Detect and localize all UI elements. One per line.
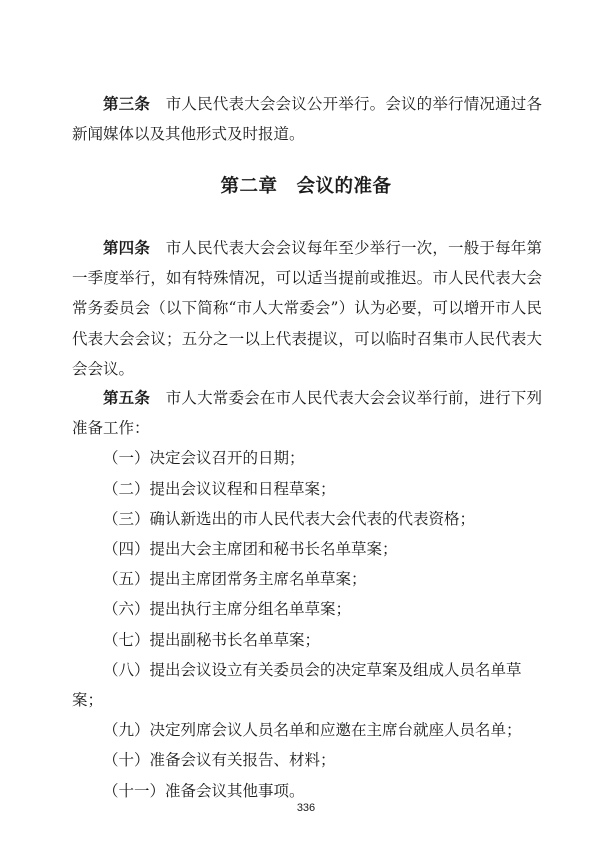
article-5: [72, 383, 542, 806]
article-5-text: 市人大常委会在市人民代表大会会议举行前，进行下列准备工作：: [72, 389, 542, 438]
list-item: （四）提出大会主席团和秘书长名单草案；: [103, 540, 398, 559]
list-item: （七）提出副秘书长名单草案；: [103, 630, 321, 649]
article-4-label: 第四条: [103, 238, 151, 257]
article-5-paragraph: [72, 383, 542, 443]
article-3-paragraph: [72, 89, 542, 149]
list-item: （六）提出执行主席分组名单草案；: [103, 600, 352, 619]
article-5-label: 第五条: [103, 388, 151, 407]
list-item: （十）准备会议有关报告、材料；: [103, 751, 336, 770]
list-item: （一）决定会议召开的日期；: [103, 449, 305, 468]
page-number: 336: [296, 802, 316, 814]
article-4-text: 市人民代表大会会议每年至少举行一次，一般于每年第一季度举行，如有特殊情况，可以适当提前或推迟。市人民代表大会常务委员会（以下简称“市人大常委会”）认为必要，可以增开市人民代表大会会议；五分之一以上代表提议，可以临时召集市人民代表大会会议。: [72, 239, 542, 378]
article-3: [72, 89, 542, 149]
article-3-text: 市人民代表大会会议公开举行。会议的举行情况通过各新闻媒体以及其他形式及时报道。: [72, 95, 542, 144]
list-item: （三）确认新选出的市人民代表大会代表的代表资格；: [103, 509, 476, 528]
list-item: （二）提出会议议程和日程草案；: [103, 479, 336, 498]
list-item: （五）提出主席团常务主席名单草案；: [103, 570, 367, 589]
article-3-label: 第三条: [103, 94, 151, 113]
list-item: （十一）准备会议其他事项。: [103, 781, 305, 800]
article-4-paragraph: [72, 233, 542, 384]
list-item: （八）提出会议设立有关委员会的决定草案及组成人员名单草案；: [72, 660, 522, 710]
chapter-title: 第二章 会议的准备: [220, 176, 392, 197]
article-4: [72, 233, 542, 384]
list-item: （九）决定列席会议人员名单和应邀在主席台就座人员名单；: [103, 721, 522, 740]
